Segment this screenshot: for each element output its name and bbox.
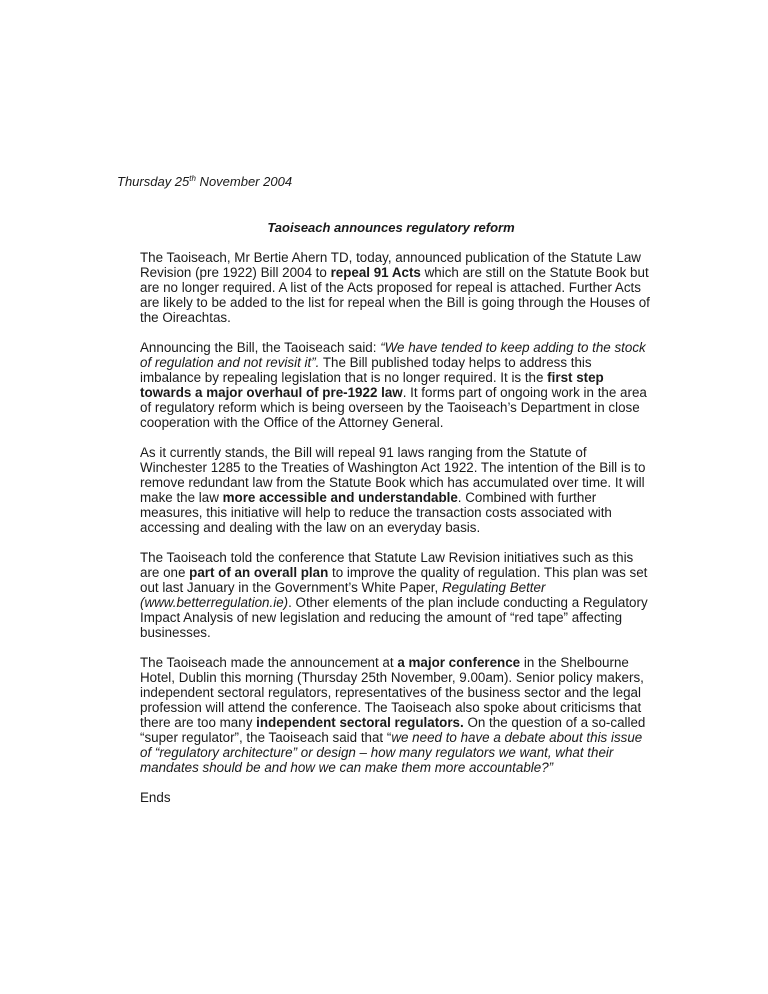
ends-marker: Ends <box>140 790 171 805</box>
text-segment: . Combined with further measures, this initiative will help to reduce the transaction costs associated with accessing and dealing with the law on an everyday basis. <box>140 490 612 535</box>
emphasis-first-step: first step towards a major overhaul of pre-1922 law <box>140 370 604 400</box>
text-segment: . It forms part of ongoing work in the area of regulatory reform which is being overseen by the Taoiseach’s Department in close cooperation with the Office of the Attorney General. <box>140 385 647 430</box>
emphasis-overall-plan: part of an overall plan <box>189 565 329 580</box>
quote-regulatory-architecture: we need to have a debate about this issue of “regulatory architecture” or design – how many regulators we want, what their mandates should be and how we can make them more accountable?” <box>140 730 643 775</box>
text-segment: . Other elements of the plan include conducting a Regulatory Impact Analysis of new legislation and reducing the amount of “red tape” affecting businesses. <box>140 595 648 640</box>
text-segment: in the Shelbourne Hotel, Dublin this morning (Thursday 25th November, 9.00am). Senior policy makers, independent sectoral regulators, representatives of the business sector and the legal profession will attend the conference. The Taoiseach also spoke about criticisms that there are too many <box>140 655 644 730</box>
text-segment: Announcing the Bill, the Taoiseach said: <box>140 340 381 355</box>
paragraph-conference <box>140 655 656 775</box>
paragraph-overall-plan <box>140 550 656 640</box>
press-release-date <box>117 174 292 189</box>
paragraph-ends <box>140 790 656 805</box>
emphasis-repeal-91-acts: repeal 91 Acts <box>330 265 421 280</box>
emphasis-major-conference: a major conference <box>397 655 521 670</box>
emphasis-sectoral-regulators: independent sectoral regulators. <box>256 715 464 730</box>
text-segment: The Taoiseach, Mr Bertie Ahern TD, today, announced publication of the Statute Law Revision (pre 1922) Bill 2004 to <box>140 250 641 280</box>
paragraph-publication <box>140 250 656 325</box>
date-day-suffix: th <box>189 174 196 183</box>
date-weekday-day: Thursday 25 <box>117 174 190 189</box>
text-segment: to improve the quality of regulation. This plan was set out last January in the Government’s White Paper, <box>140 565 648 595</box>
text-segment: On the question of a so-called “super regulator”, the Taoiseach said that “ <box>140 715 646 745</box>
paragraph-bill-scope <box>140 445 656 535</box>
text-segment: The Taoiseach made the announcement at <box>140 655 398 670</box>
quote-taoiseach: “We have tended to keep adding to the stock of regulation and not revisit it”. <box>140 340 646 370</box>
white-paper-title: Regulating Better (www.betterregulation.ie) <box>140 580 546 610</box>
text-segment: The Bill published today helps to address this imbalance by repealing legislation that is no longer required. It is the <box>140 355 592 385</box>
text-segment: As it currently stands, the Bill will repeal 91 laws ranging from the Statute of Winchester 1285 to the Treaties of Washington Act 1922. The intention of the Bill is to remove redundant law from the Statute Book which has accumulated over time. It will make the law <box>140 445 646 505</box>
emphasis-accessible: more accessible and understandable <box>222 490 458 505</box>
headline: Taoiseach announces regulatory reform <box>267 220 515 235</box>
text-segment: which are still on the Statute Book but are no longer required. A list of the Acts proposed for repeal is attached. Further Acts are likely to be added to the list for repeal when the Bill is going through the Houses of the Oireachtas. <box>140 265 650 325</box>
paragraph-announcement-quote <box>140 340 656 430</box>
date-month-year: November 2004 <box>195 174 293 189</box>
text-segment: The Taoiseach told the conference that Statute Law Revision initiatives such as this are one <box>140 550 634 580</box>
body-text <box>140 250 656 820</box>
